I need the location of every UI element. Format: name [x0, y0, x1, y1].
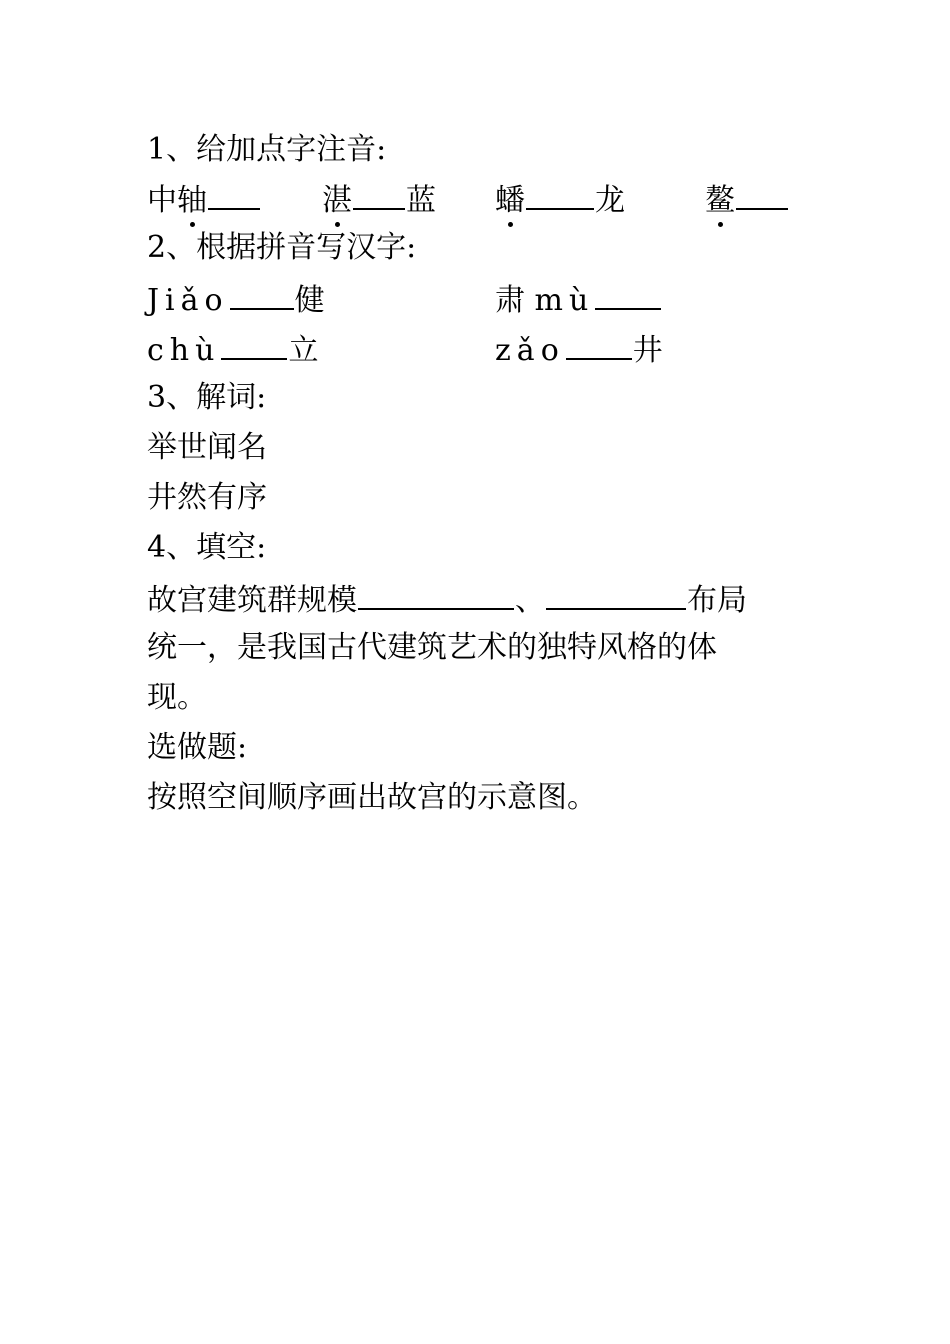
q2-item-4-blank[interactable]: [566, 328, 632, 360]
q1-item-1-blank[interactable]: [208, 178, 260, 210]
q4-separator: 、: [515, 583, 545, 618]
q2-item-3-pinyin: chù: [147, 333, 221, 368]
q2-item-4: [495, 328, 663, 371]
q2-item-3-blank[interactable]: [221, 328, 287, 360]
q1-item-2: [322, 178, 436, 221]
q1-item-4: [705, 178, 789, 221]
q4-heading: 4、填空:: [147, 530, 267, 565]
q4-line-3: 现。: [147, 680, 207, 715]
q2-item-1: [147, 278, 325, 321]
q2-item-2-blank[interactable]: [595, 278, 661, 310]
optional-heading: 选做题:: [147, 730, 248, 765]
q2-item-3-suffix: 立: [288, 333, 319, 368]
q1-item-2-post: 蓝: [406, 183, 436, 218]
q2-item-4-pinyin: zǎo: [495, 333, 565, 368]
q1-item-2-dotted-char: 湛: [322, 181, 352, 221]
q2-item-2: [495, 278, 662, 321]
q2-item-3: [147, 328, 318, 371]
q1-item-1-pre: 中: [147, 183, 177, 218]
optional-task: 按照空间顺序画出故宫的示意图。: [147, 780, 597, 815]
q2-heading: 2、根据拼音写汉字:: [147, 230, 417, 265]
q2-item-1-suffix: 健: [294, 283, 325, 318]
q1-item-3-blank[interactable]: [526, 178, 594, 210]
q1-item-4-blank[interactable]: [736, 178, 788, 210]
q4-line-2: 统一，是我国古代建筑艺术的独特风格的体: [147, 630, 717, 665]
q1-heading: 1、给加点字注音:: [147, 132, 387, 167]
q1-item-4-dotted-char: 鳌: [705, 181, 735, 221]
q3-word-1: 举世闻名: [147, 430, 267, 465]
q1-item-1: [147, 178, 261, 221]
q4-blank-1[interactable]: [358, 578, 514, 610]
q4-fill-line: [147, 578, 747, 621]
q4-part2: 布局: [687, 583, 747, 618]
q2-item-4-suffix: 井: [632, 333, 663, 368]
q1-item-3: [495, 178, 625, 221]
q3-heading: 3、解词:: [147, 380, 267, 415]
q4-part1: 故宫建筑群规模: [147, 583, 357, 618]
q1-item-2-blank[interactable]: [353, 178, 405, 210]
q3-word-2: 井然有序: [147, 480, 267, 515]
q4-blank-2[interactable]: [546, 578, 686, 610]
q2-item-1-blank[interactable]: [230, 278, 294, 310]
q2-item-2-prefix: 肃: [495, 283, 525, 318]
q2-item-1-pinyin: Jiǎo: [147, 283, 229, 318]
q1-item-3-post: 龙: [595, 183, 625, 218]
q1-item-3-dotted-char: 蟠: [495, 181, 525, 221]
q1-item-1-dotted-char: 轴: [177, 181, 207, 221]
q2-item-2-pinyin: mù: [534, 283, 595, 318]
